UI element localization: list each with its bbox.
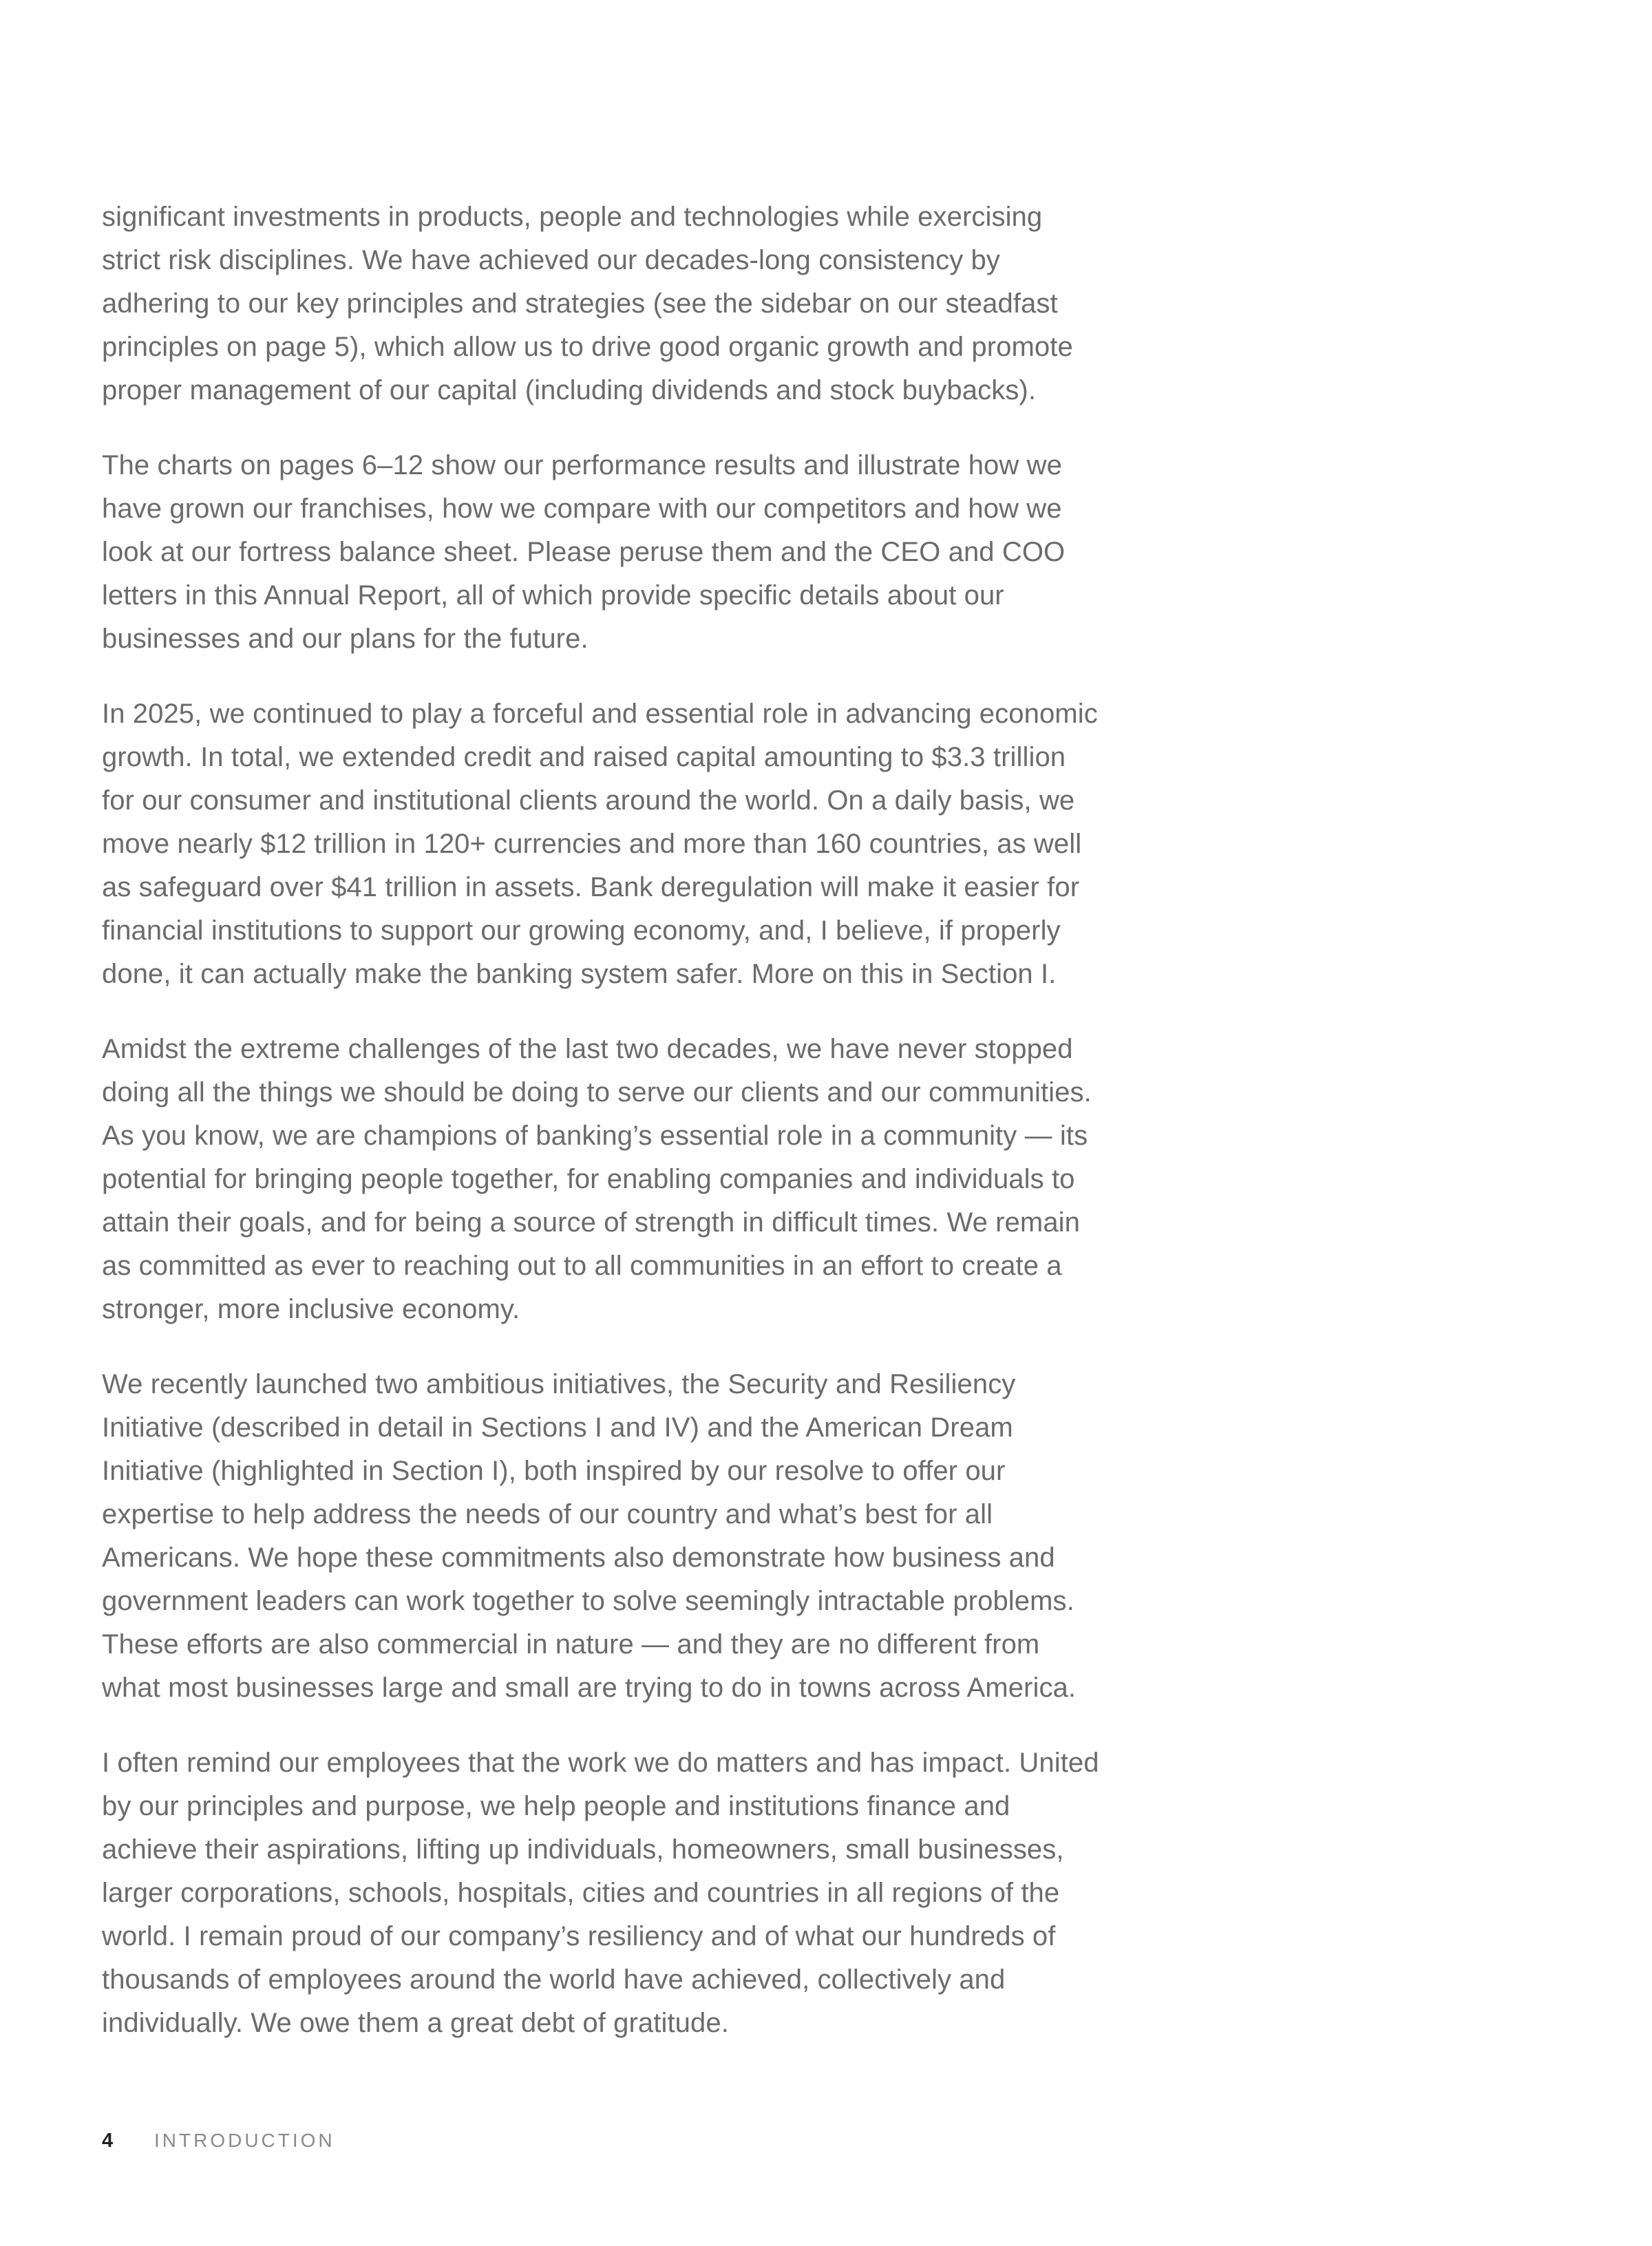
text-line: I often remind our employees that the work we do matters and has impact. United [102, 1748, 1099, 1778]
text-line: individually. We owe them a great debt of gratitude. [102, 2008, 729, 2038]
paragraph [102, 1028, 1203, 1331]
text-line: In 2025, we continued to play a forceful and essential role in advancing economic [102, 699, 1098, 729]
text-line: by our principles and purpose, we help people and institutions finance and [102, 1791, 1010, 1821]
text-line: We recently launched two ambitious initiatives, the Security and Resiliency [102, 1369, 1016, 1399]
paragraph [102, 444, 1203, 661]
text-line: done, it can actually make the banking system safer. More on this in Section I. [102, 959, 1057, 989]
text-line: as committed as ever to reaching out to all communities in an effort to create a [102, 1251, 1062, 1281]
body-text [102, 195, 1203, 2077]
text-line: adhering to our key principles and strategies (see the sidebar on our steadfast [102, 288, 1058, 319]
text-line: Amidst the extreme challenges of the last two decades, we have never stopped [102, 1034, 1073, 1064]
text-line: The charts on pages 6–12 show our performance results and illustrate how we [102, 450, 1062, 480]
text-line: growth. In total, we extended credit and raised capital amounting to $3.3 trillion [102, 742, 1066, 772]
text-line: thousands of employees around the world have achieved, collectively and [102, 1964, 1006, 1995]
text-line: expertise to help address the needs of our country and what’s best for all [102, 1499, 993, 1529]
text-line: Americans. We hope these commitments also demonstrate how business and [102, 1543, 1055, 1573]
section-label: INTRODUCTION [154, 2130, 335, 2151]
text-line: what most businesses large and small are trying to do in towns across America. [102, 1673, 1077, 1703]
page-footer [102, 2127, 335, 2154]
paragraph [102, 692, 1203, 996]
page-number: 4 [102, 2129, 114, 2152]
text-line: businesses and our plans for the future. [102, 624, 589, 654]
text-line: attain their goals, and for being a source of strength in difficult times. We remain [102, 1207, 1080, 1238]
text-line: principles on page 5), which allow us to drive good organic growth and promote [102, 332, 1073, 362]
text-line: stronger, more inclusive economy. [102, 1294, 520, 1324]
text-line: proper management of our capital (including dividends and stock buybacks). [102, 375, 1037, 405]
text-line: move nearly $12 trillion in 120+ currencies and more than 160 countries, as well [102, 829, 1082, 859]
text-line: potential for bringing people together, for enabling companies and individuals to [102, 1164, 1075, 1194]
text-line: strict risk disciplines. We have achieved our decades-long consistency by [102, 245, 1000, 275]
text-line: Initiative (highlighted in Section I), both inspired by our resolve to offer our [102, 1456, 1006, 1486]
paragraph [102, 195, 1203, 412]
text-line: larger corporations, schools, hospitals, cities and countries in all regions of the [102, 1878, 1060, 1908]
paragraph [102, 1741, 1203, 2045]
text-line: These efforts are also commercial in nature — and they are no different from [102, 1629, 1040, 1660]
text-line: As you know, we are champions of banking’s essential role in a community — its [102, 1121, 1088, 1151]
text-line: achieve their aspirations, lifting up individuals, homeowners, small businesses, [102, 1834, 1064, 1865]
text-line: letters in this Annual Report, all of which provide specific details about our [102, 580, 1004, 611]
text-line: significant investments in products, people and technologies while exercising [102, 202, 1043, 232]
text-line: look at our fortress balance sheet. Please peruse them and the CEO and COO [102, 537, 1066, 567]
text-line: world. I remain proud of our company’s resiliency and of what our hundreds of [102, 1921, 1056, 1951]
paragraph [102, 1363, 1203, 1710]
text-line: financial institutions to support our growing economy, and, I believe, if properly [102, 915, 1061, 946]
text-line: as safeguard over $41 trillion in assets. Bank deregulation will make it easier for [102, 872, 1080, 902]
text-line: Initiative (described in detail in Sections I and IV) and the American Dream [102, 1412, 1013, 1443]
text-line: have grown our franchises, how we compare with our competitors and how we [102, 494, 1062, 524]
text-line: government leaders can work together to solve seemingly intractable problems. [102, 1586, 1074, 1616]
text-line: for our consumer and institutional clients around the world. On a daily basis, we [102, 785, 1075, 816]
text-line: doing all the things we should be doing to serve our clients and our communities. [102, 1077, 1092, 1108]
